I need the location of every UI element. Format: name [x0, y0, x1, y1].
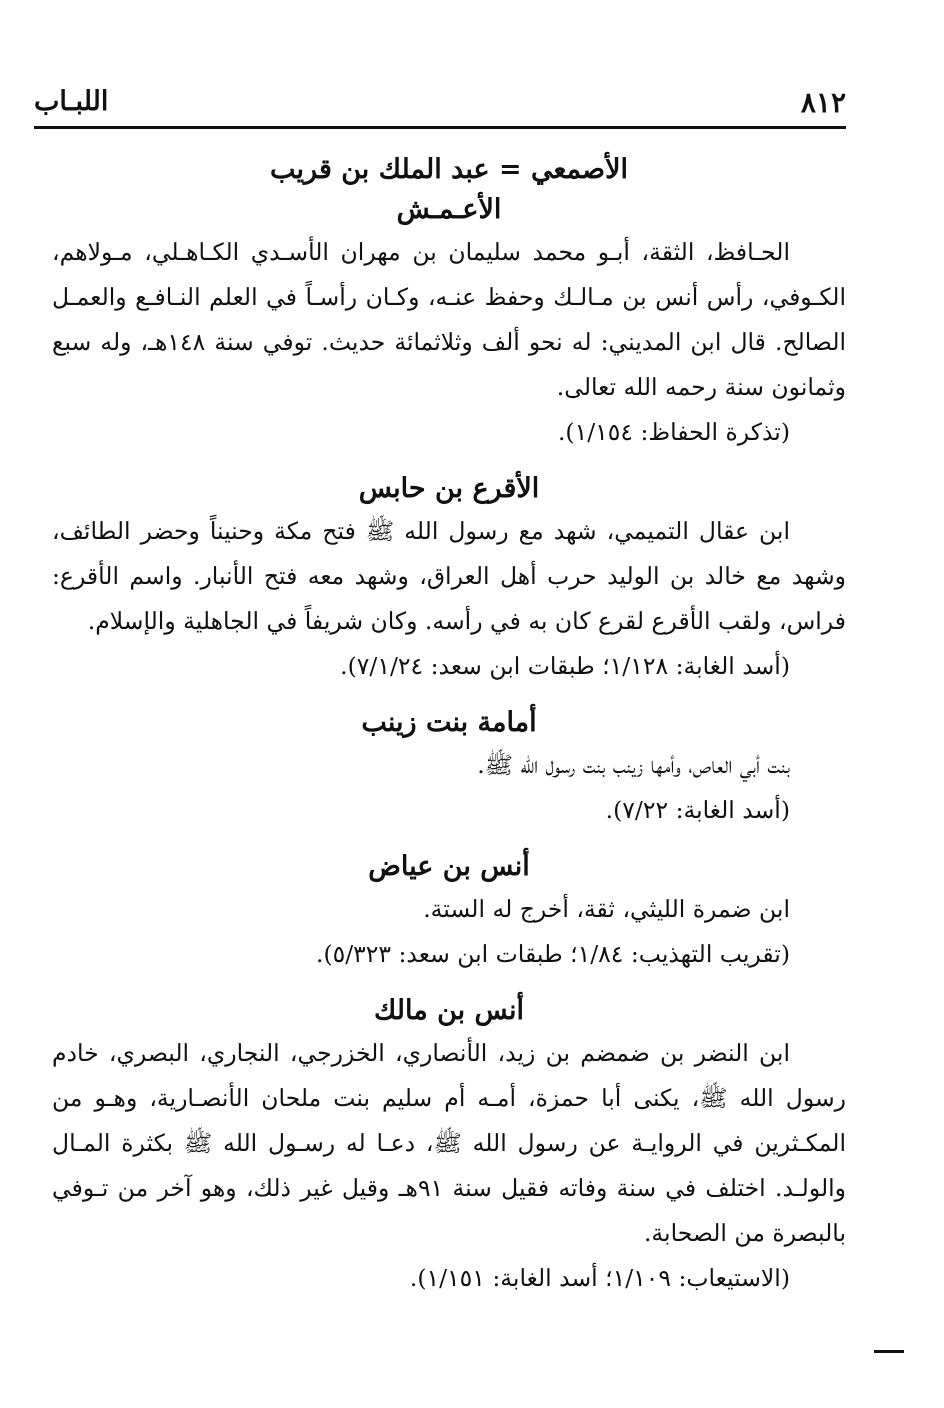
page-content — [52, 150, 846, 1301]
margin-mark — [874, 1350, 904, 1353]
entry-body-anas-iyad: ابن ضمرة الليثي، ثقة، أخرج له الستة. — [423, 895, 790, 923]
entry-title-amash: الأعـمـش — [396, 194, 502, 225]
entry-title-anas-iyad: أنس بن عياض — [368, 851, 530, 882]
entry-title-asmai: الأصمعي = عبد الملك بن قريب — [270, 154, 628, 185]
entry-title-aqra: الأقرع بن حابس — [358, 473, 540, 504]
page-number: ٨١٢ — [800, 86, 846, 119]
entry-title-anas-malik: أنس بن مالك — [374, 995, 524, 1026]
entry-body-umama: بنت أبي العاص، وأمها زينب بنت رسول الله ﷺ. — [477, 751, 790, 779]
entry-reference-umama: (أسد الغابة: ٧/٢٢). — [605, 796, 790, 824]
entry-reference-aqra: (أسد الغابة: ١/١٢٨؛ طبقات ابن سعد: ٧/١/٢٤). — [340, 652, 790, 680]
page-header — [34, 86, 846, 129]
entry-reference-anas-malik: (الاستيعاب: ١/١٠٩؛ أسد الغابة: ١/١٥١). — [409, 1264, 790, 1292]
entry-title-umama: أمامة بنت زينب — [361, 707, 537, 738]
entry-reference-amash: (تذكرة الحفاظ: ١/١٥٤). — [557, 418, 790, 446]
entry-body-amash: الحـافظ، الثقة، أبـو محمد سليمان بن مهران الأسـدي الكـاهـلي، مـولاهم، الكـوفي، رأس أنس بن مـالـك وحفظ عنـه، وكـان رأسـاً في العلم النـافـع والعمـل الصالح. قال ابن المديني: له نحو ألف وثلاثمائة حديث. توفي سنة ١٤٨هـ، وله سبع وثمانون سنة رحمه الله تعالى. — [52, 238, 847, 401]
entry-reference-anas-iyad: (تقريب التهذيب: ١/٨٤؛ طبقات ابن سعد: ٥/٣٢٣). — [315, 940, 790, 968]
entry-body-anas-malik: ابن النضر بن ضمضم بن زيد، الأنصاري، الخزرجي، النجاري، البصري، خادم رسول الله ﷺ، يكنى أبا حمزة، أمـه أم سليم بنت ملحان الأنصـارية، وهـو من المكـثرين في الروايـة عن رسول الله ﷺ، دعـا له رسـول الله ﷺ بكثرة المـال والولـد. اختلف في سنة وفاته فقيل سنة ٩١هـ وقيل غير ذلك، وهو آخر من تـوفي بالبصرة من الصحابة. — [52, 1039, 846, 1247]
running-title: اللبـاب — [34, 86, 109, 117]
entry-body-aqra: ابن عقال التميمي، شهد مع رسول الله ﷺ فتح مكة وحنيناً وحضر الطائف، وشهد مع خالد بن الوليد حرب أهل العراق، وشهد معه فتح الأنبار. واسم الأقرع: فراس، ولقب الأقرع لقرع كان به في رأسه. وكان شريفاً في الجاهلية والإسلام. — [52, 517, 846, 635]
